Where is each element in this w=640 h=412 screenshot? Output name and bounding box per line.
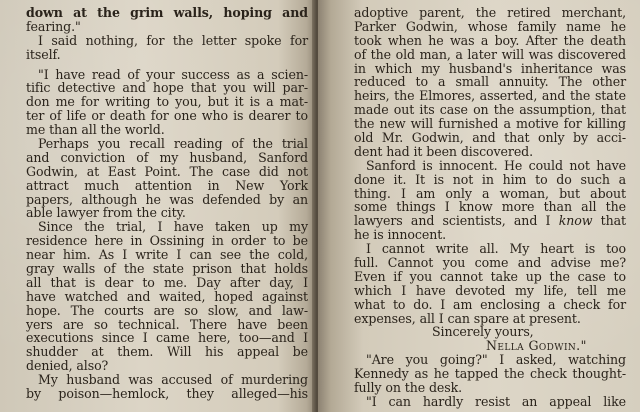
- text-segment: lawyers and scientists, and I: [354, 213, 551, 229]
- text-line: I said nothing, for the letter spoke for: [38, 32, 308, 48]
- text-line: hope. The courts are so slow, and law-: [26, 302, 308, 318]
- text-line: and conviction of my husband, Sanford: [26, 149, 308, 165]
- text-line: denied, also?: [26, 358, 109, 374]
- text-line: by poison—hemlock, they alleged—his: [26, 386, 308, 402]
- text-line: I cannot write all. My heart is too: [366, 241, 626, 257]
- text-line: done it. It is not in him to do such a: [354, 171, 626, 187]
- signature-line: Nella Godwin.": [486, 338, 587, 354]
- text-line: what to do. I am enclosing a check for: [354, 296, 626, 312]
- text-line: which I have devoted my life, tell me: [354, 282, 626, 298]
- text-line: have watched and waited, hoped against: [26, 288, 308, 304]
- text-line: "I have read of your success as a scien-: [38, 66, 308, 82]
- text-line: old Mr. Godwin, and that only by acci-: [354, 130, 626, 146]
- text-line: attract much attention in New York: [26, 177, 308, 193]
- text-line: Perhaps you recall reading of the trial: [38, 136, 308, 152]
- text-line: "I can hardly resist an appeal like: [366, 393, 626, 409]
- text-line: tific detective and hope that you will par-: [26, 80, 308, 96]
- text-line: residence here in Ossining in order to be: [26, 233, 308, 249]
- text-line: yers are so technical. There have been: [26, 316, 308, 332]
- text-line: itself.: [26, 46, 61, 62]
- text-line: full. Cannot you come and advise me?: [354, 255, 626, 271]
- text-line: Since the trial, I have taken up my: [38, 219, 308, 235]
- text-line: all that is dear to me. Day after day, I: [26, 274, 308, 290]
- right-page: [318, 0, 640, 412]
- text-line: My husband was accused of murdering: [38, 372, 308, 388]
- text-line: some things I know more than all the: [354, 199, 626, 215]
- text-line: ter of life or death for one who is dearer to: [26, 108, 308, 124]
- text-line: Godwin, at East Point. The case did not: [26, 163, 308, 179]
- text-line: near him. As I write I can see the cold,: [26, 247, 308, 263]
- text-line: he is innocent.: [354, 227, 447, 243]
- text-line: me than all the world.: [26, 122, 165, 138]
- text-line: made out its case on the assumption, that: [354, 102, 626, 118]
- text-line: heirs, the Elmores, asserted, and the state: [354, 88, 626, 104]
- text-line: executions since I came here, too—and I: [26, 330, 308, 346]
- text-line: gray walls of the state prison that holds: [26, 261, 308, 277]
- text-line: of the old man, a later will was discovered: [354, 46, 626, 62]
- text-line: down at the grim walls, hoping and: [26, 5, 308, 20]
- text-line: Sanford is innocent. He could not have: [366, 157, 626, 173]
- text-line: papers, although he was defended by an: [26, 191, 308, 207]
- text-line: dent had it been discovered.: [354, 143, 534, 159]
- text-line: reduced to a small annuity. The other: [354, 74, 626, 90]
- text-line: thing. I am only a woman, but about: [354, 185, 626, 201]
- text-line: "Are you going?" I asked, watching: [366, 352, 626, 368]
- text-line: took when he was a boy. After the death: [354, 32, 626, 48]
- left-page: [0, 0, 316, 412]
- text-line: [354, 214, 626, 228]
- closing-line: Sincerely yours,: [432, 324, 534, 340]
- text-line: don me for writing to you, but it is a mat-: [26, 94, 308, 110]
- text-line: fearing.": [26, 18, 81, 34]
- text-line: Parker Godwin, whose family name he: [354, 18, 626, 34]
- text-line: able lawyer from the city.: [26, 205, 186, 221]
- text-line: shudder at them. Will his appeal be: [26, 344, 308, 360]
- text-line: Kennedy as he tapped the check thought-: [354, 366, 626, 382]
- text-line: the new will furnished a motive for killing: [354, 116, 626, 132]
- text-line: adoptive parent, the retired merchant,: [354, 5, 626, 20]
- emphasis-text: know: [558, 213, 593, 229]
- text-line: in which my husband's inheritance was: [354, 60, 626, 76]
- text-line: expenses, all I can spare at present.: [354, 310, 581, 326]
- text-line: Even if you cannot take up the case to: [354, 268, 626, 284]
- text-line: fully on the desk.: [354, 380, 463, 396]
- text-segment: that: [600, 213, 627, 229]
